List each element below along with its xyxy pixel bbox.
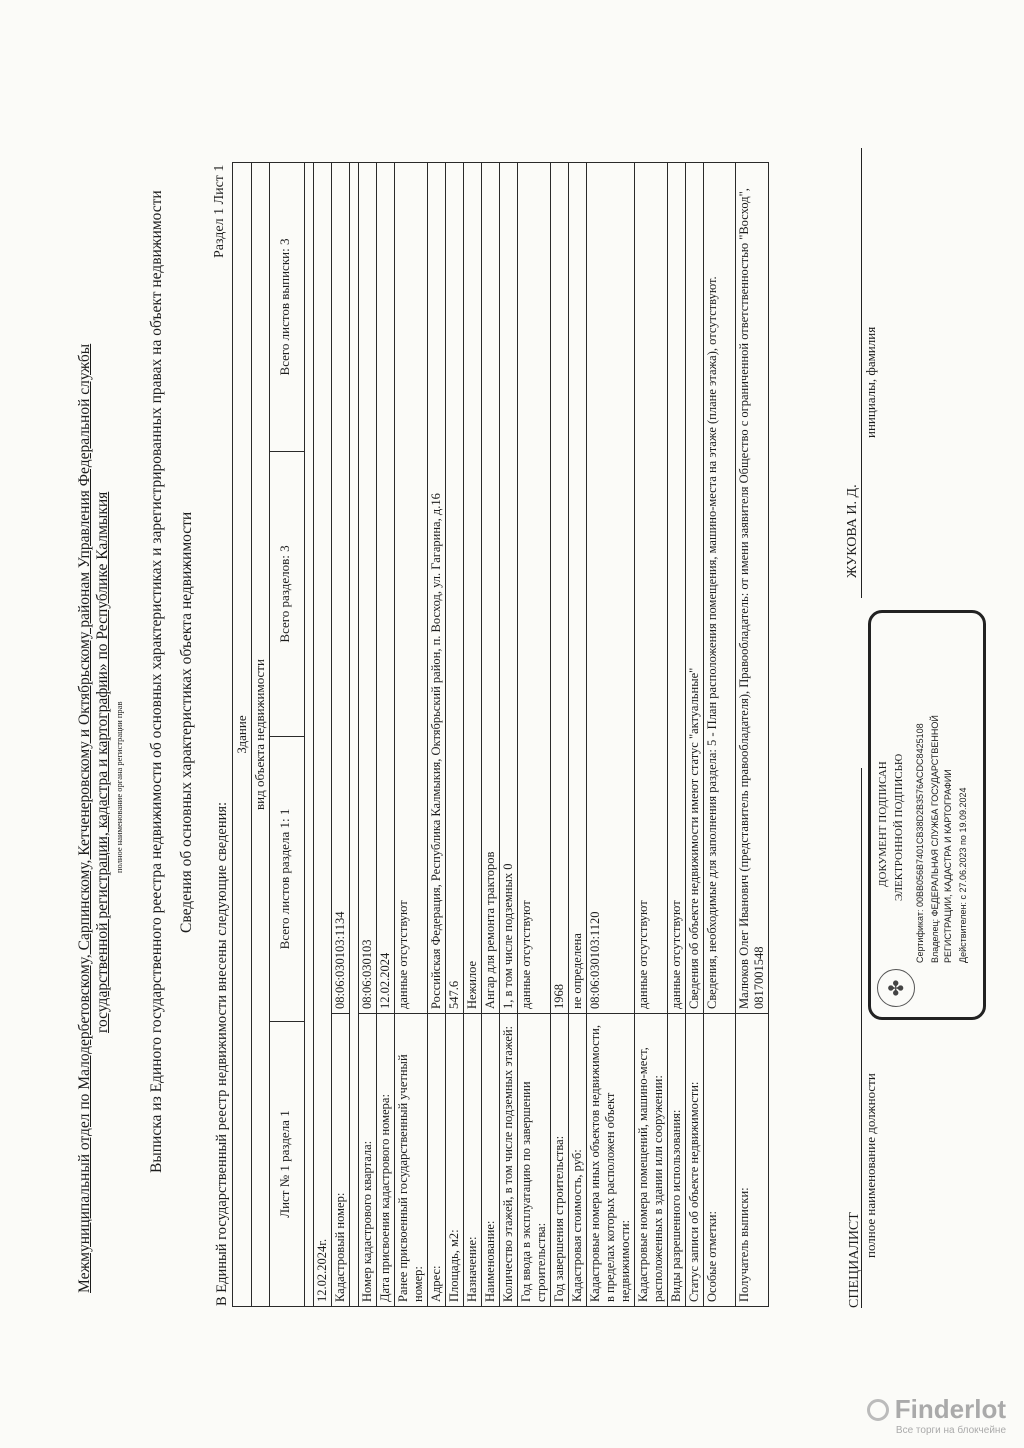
table-row	[635, 162, 668, 1307]
sheet-number: Лист № 1 раздела 1	[270, 1021, 304, 1306]
table-row	[587, 162, 635, 1307]
row-value: Малюков Олег Иванович (представитель правообладателя), Правообладатель: от имени заявителя Общество с ограниченной ответственностью "Восход", 0817001548	[737, 188, 766, 1009]
row-value: 547.6	[447, 980, 461, 1009]
object-type-caption: вид объекта недвижимости	[251, 163, 268, 1306]
row-value: Сведения, необходимые для заполнения раздела: 5 - План расположения помещения, машино-места на этаже (плане этажа), отсутствуют.	[705, 276, 719, 1009]
row-value: Сведения об объекте недвижимости имеют статус "актуальные"	[687, 667, 701, 1009]
row-label: Номер кадастрового квартала:	[359, 1013, 376, 1306]
row-label: Год завершения строительства:	[551, 1013, 568, 1306]
electronic-signature-stamp	[868, 610, 986, 1020]
row-value: данные отсутствуют	[519, 900, 533, 1009]
table-row	[482, 162, 500, 1307]
row-label: Назначение:	[464, 1013, 481, 1306]
extract-date: 12.02.2024г.	[315, 1238, 329, 1302]
table-row	[569, 162, 587, 1307]
stamp-owner: Владелец: ФЕДЕРАЛЬНАЯ СЛУЖБА ГОСУДАРСТВЕННОЙ	[930, 715, 940, 963]
table-row	[551, 162, 569, 1307]
position-line	[845, 768, 862, 1308]
sheet-info-row	[270, 162, 305, 1307]
total-sections: Всего разделов: 3	[270, 451, 304, 736]
position-caption: полное наименование должности	[863, 1073, 878, 1258]
stamp-owner-2: РЕГИСТРАЦИИ, КАДАСТРА И КАРТОГРАФИИ	[943, 769, 953, 963]
row-value: Нежилое	[465, 960, 479, 1009]
row-value: 1968	[552, 984, 566, 1009]
row-value: 12.02.2024	[378, 952, 392, 1009]
table-row	[428, 162, 446, 1307]
row-label: Статус записи об объекте недвижимости:	[686, 1013, 703, 1306]
row-label: Количество этажей, в том числе подземных этажей:	[500, 1013, 517, 1306]
table-row	[686, 162, 704, 1307]
table-row	[668, 162, 686, 1307]
table-row	[377, 162, 395, 1307]
row-label: Кадастровая стоимость, руб:	[569, 1013, 586, 1306]
object-type-box	[232, 162, 270, 1307]
document-title: Выписка из Единого государственного реестра недвижимости об основных характеристиках и зарегистрированных правах на объект недвижимости	[148, 190, 165, 1173]
table-row	[518, 162, 551, 1307]
total-sheets-section: Всего листов раздела 1: 1	[270, 736, 304, 1021]
row-label: Получатель выписки:	[736, 1013, 768, 1306]
row-value: Ангар для ремонта тракторов	[483, 851, 497, 1009]
table-row	[446, 162, 464, 1307]
watermark-brand: Finderlot	[894, 1394, 1006, 1424]
office-caption: полное наименование органа регистрации прав	[114, 701, 124, 873]
row-value: 1, в том числе подземных 0	[501, 863, 515, 1009]
name-caption: инициалы, фамилия	[863, 326, 878, 438]
table-row	[500, 162, 518, 1307]
row-label: Площадь, м2:	[446, 1013, 463, 1306]
stamp-subtitle: ЭЛЕКТРОННОЙ ПОДПИСЬЮ	[893, 753, 905, 901]
row-value: Российская Федерация, Республика Калмыкия, Октябрьский район, п. Восход, ул. Гагарина, д.16	[429, 493, 443, 1009]
cadastral-number-label: Кадастровый номер:	[332, 1013, 349, 1306]
finderlot-watermark	[867, 1394, 1006, 1436]
stamp-validity: Действителен: с 27.06.2023 по 19.09.2024	[958, 787, 968, 963]
row-value: данные отсутствуют	[669, 900, 683, 1009]
row-label: Особые отметки:	[704, 1013, 735, 1306]
finderlot-logo-icon	[867, 1399, 889, 1421]
cadastral-number-row	[332, 162, 350, 1307]
characteristics-table	[232, 162, 769, 1307]
row-label: Ранее присвоенный государственный учетный номер:	[395, 1013, 427, 1306]
name-line	[845, 148, 862, 598]
row-value: не определена	[570, 933, 584, 1009]
total-sheets: Всего листов выписки: 3	[277, 238, 292, 376]
cadastral-number-value: 08:06:030103:1134	[333, 911, 347, 1009]
row-value: 08:06:030103	[360, 939, 374, 1009]
stamp-certificate: Сертификат: 00BB056B7401CB38D2B3576ACDC8425108	[915, 723, 925, 963]
position: СПЕЦИАЛИСТ	[847, 1212, 862, 1308]
signer-name: ЖУКОВА И. Д.	[845, 484, 860, 578]
row-label: Наименование:	[482, 1013, 499, 1306]
table-row	[736, 162, 769, 1307]
table-row	[358, 162, 377, 1307]
row-label: Кадастровые номера иных объектов недвижимости, в пределах которых расположен объект недвижимости:	[587, 1013, 634, 1306]
row-value: данные отсутствуют	[636, 900, 650, 1009]
document-subtitle: Сведения об основных характеристиках объекта недвижимости	[178, 511, 195, 933]
watermark-tagline: Все торги на блокчейне	[895, 1425, 1006, 1436]
table-row	[464, 162, 482, 1307]
stamp-title: ДОКУМЕНТ ПОДПИСАН	[877, 761, 889, 887]
registration-office-line-1: Межмуниципальный отдел по Малодербетовскому, Сарпинскому, Кетченеровскому и Октябрьскому районам Управления Федеральной службы	[76, 343, 93, 1293]
row-label: Кадастровые номера помещений, машино-мест, расположенных в здании или сооружении:	[635, 1013, 667, 1306]
row-value: 08:06:030103:1120	[588, 911, 602, 1009]
coat-of-arms-icon: ✤	[877, 969, 915, 1007]
row-label: Виды разрешенного использования:	[668, 1013, 685, 1306]
table-row	[395, 162, 428, 1307]
table-row	[704, 162, 736, 1307]
row-label: Дата присвоения кадастрового номера:	[377, 1013, 394, 1306]
registration-office-line-2: государственной регистрации, кадастра и картографии» по Республике Калмыкия	[94, 491, 111, 1033]
object-type: Здание	[234, 715, 249, 754]
row-label: Год ввода в эксплуатацию по завершении строительства:	[518, 1013, 550, 1306]
intro-text: В Единый государственный реестр недвижимости внесены следующие сведения:	[214, 801, 230, 1306]
date-row	[313, 162, 332, 1307]
section-label: Раздел 1 Лист 1	[212, 164, 227, 258]
row-label: Адрес:	[428, 1013, 445, 1306]
row-value: данные отсутствуют	[396, 900, 410, 1009]
